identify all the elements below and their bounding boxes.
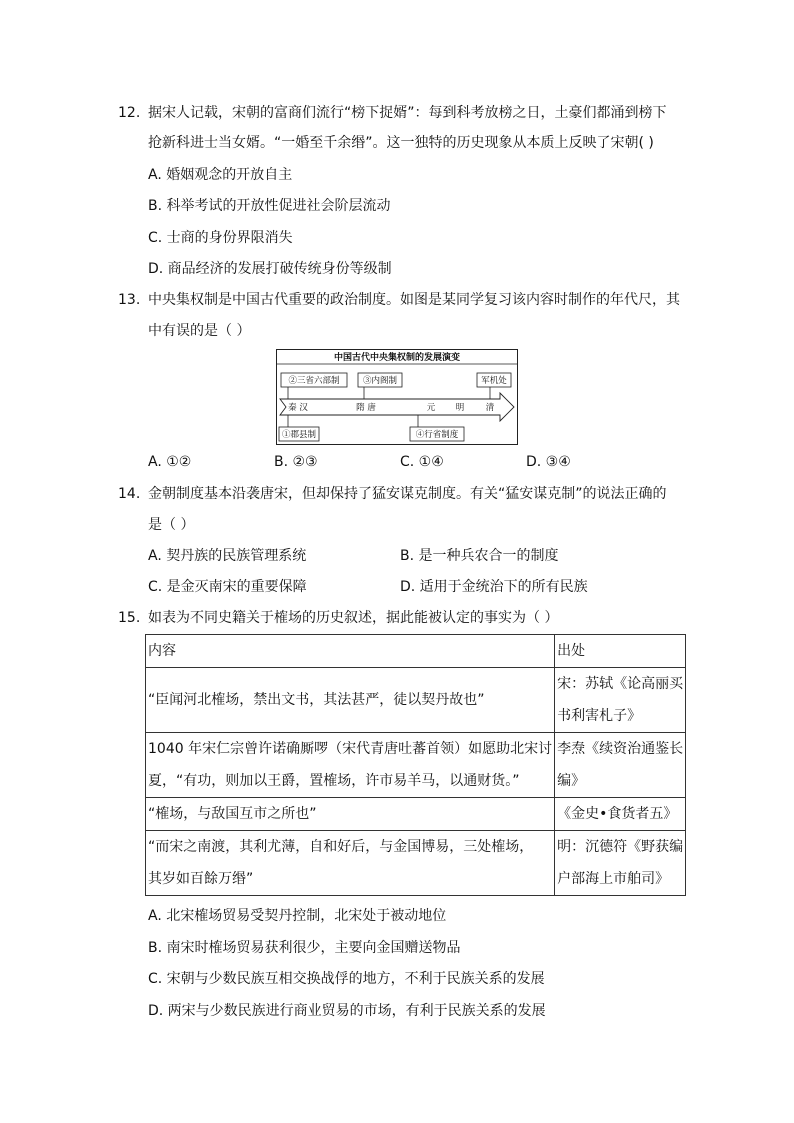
table-header-source: 出处 [555, 635, 686, 668]
question-13-option-c[interactable]: C. ①④ [400, 454, 444, 470]
question-14-option-d[interactable]: D. 适用于金统治下的所有民族 [400, 579, 588, 595]
cell-text-line: 1040 年宋仁宗曾许诺确厮啰（宋代青唐吐蕃首领）如愿助北宋讨 [148, 741, 553, 757]
question-12-option-c[interactable]: C. 士商的身份界限消失 [148, 230, 293, 246]
question-12-option-a[interactable]: A. 婚姻观念的开放自主 [148, 167, 293, 183]
question-12-option-d[interactable]: D. 商品经济的发展打破传统身份等级制 [148, 261, 392, 277]
timeline-svg [276, 349, 518, 445]
question-14-option-c[interactable]: C. 是金灭南宋的重要保障 [148, 579, 307, 595]
timeline-axis-suitang: 隋 唐 [356, 403, 376, 413]
timeline-label-sansheng: ②三省六部制 [288, 376, 340, 386]
question-15-stem: 如表为不同史籍关于榷场的历史叙述，据此能被认定的事实为（ ） [148, 610, 559, 626]
cell-text-line: 其岁如百餘万缗” [148, 871, 254, 887]
table-cell-source [555, 798, 686, 831]
table-row [146, 733, 686, 798]
table-cell-content [146, 668, 555, 733]
cell-text-line: 夏，“有功，则加以王爵，置榷场，许市易羊马，以通财货。” [148, 773, 520, 789]
timeline-figure [276, 349, 518, 445]
cell-text-line: 编》 [557, 773, 586, 789]
question-12-number: 12. [118, 105, 141, 121]
question-15-option-b[interactable]: B. 南宋时榷场贸易获利很少，主要向金国赠送物品 [148, 940, 461, 956]
timeline-axis-ming: 明 [455, 403, 465, 413]
table-header-row [146, 635, 686, 668]
table-cell-source [555, 831, 686, 896]
cell-text-line: 《金史•食货者五》 [557, 806, 678, 822]
question-12-stem-line1: 据宋人记载，宋朝的富商们流行“榜下捉婿”：每到科考放榜之日，土豪们都涌到榜下 [148, 105, 667, 121]
table-cell-content [146, 733, 555, 798]
timeline-axis-qinhan: 秦 汉 [288, 403, 308, 413]
question-13-number: 13. [118, 292, 141, 308]
cell-text-line: 书利害札子》 [557, 708, 642, 724]
question-14-stem-line2: 是（ ） [148, 517, 195, 533]
question-15-option-c[interactable]: C. 宋朝与少数民族互相交换战俘的地方，不利于民族关系的发展 [148, 971, 545, 987]
question-12-stem-line2: 抢新科进士当女婿。“一婚至千余缗”。这一独特的历史现象从本质上反映了宋朝( ) [148, 135, 654, 151]
table-header-content: 内容 [146, 635, 555, 668]
question-14-number: 14. [118, 486, 141, 502]
timeline-label-junxian: ①郡县制 [281, 430, 317, 440]
cell-text-line: “臣闻河北榷场，禁出文书，其法甚严，徒以契丹故也” [148, 692, 485, 708]
timeline-axis-yuan: 元 [426, 403, 436, 413]
timeline-label-xingsheng: ④行省制度 [415, 430, 459, 440]
timeline-title: 中国古代中央集权制的发展演变 [333, 353, 461, 363]
question-15-option-a[interactable]: A. 北宋榷场贸易受契丹控制，北宋处于被动地位 [148, 908, 447, 924]
table-cell-content [146, 798, 555, 831]
cell-text-line: 宋：苏轼《论高丽买 [557, 676, 684, 692]
question-15-number: 15. [118, 610, 141, 626]
table-cell-content [146, 831, 555, 896]
cell-text-line: 李焘《续资治通鉴长 [557, 741, 684, 757]
table-row [146, 798, 686, 831]
cell-text-line: 户部海上市舶司》 [557, 871, 670, 887]
question-14-stem-line1: 金朝制度基本沿袭唐宋，但却保持了猛安谋克制度。有关“猛安谋克制”的说法正确的 [148, 486, 667, 502]
question-14-option-a[interactable]: A. 契丹族的民族管理系统 [148, 548, 307, 564]
question-12-option-b[interactable]: B. 科举考试的开放性促进社会阶层流动 [148, 198, 391, 214]
question-13-stem-line2: 中有误的是（ ） [148, 323, 251, 339]
question-13-option-b[interactable]: B. ②③ [274, 454, 318, 470]
table-cell-source [555, 733, 686, 798]
question-13-option-d[interactable]: D. ③④ [526, 454, 571, 470]
cell-text-line: “而宋之南渡，其利尤薄，自和好后，与金国博易，三处榷场， [148, 839, 534, 855]
question-14-option-b[interactable]: B. 是一种兵农合一的制度 [400, 548, 559, 564]
history-source-table [145, 634, 686, 896]
cell-text-line: “榷场，与敌国互市之所也” [148, 806, 317, 822]
table-row [146, 831, 686, 896]
table-row [146, 668, 686, 733]
timeline-axis-qing: 清 [485, 403, 495, 413]
timeline-label-neige: ③内阁制 [362, 376, 398, 386]
question-13-stem-line1: 中央集权制是中国古代重要的政治制度。如图是某同学复习该内容时制作的年代尺，其 [148, 292, 680, 308]
question-15-option-d[interactable]: D. 两宋与少数民族进行商业贸易的市场，有利于民族关系的发展 [148, 1003, 546, 1019]
timeline-label-junjichu: 军机处 [481, 376, 507, 386]
table-cell-source [555, 668, 686, 733]
question-13-option-a[interactable]: A. ①② [148, 454, 192, 470]
cell-text-line: 明：沉德符《野获编 [557, 839, 684, 855]
